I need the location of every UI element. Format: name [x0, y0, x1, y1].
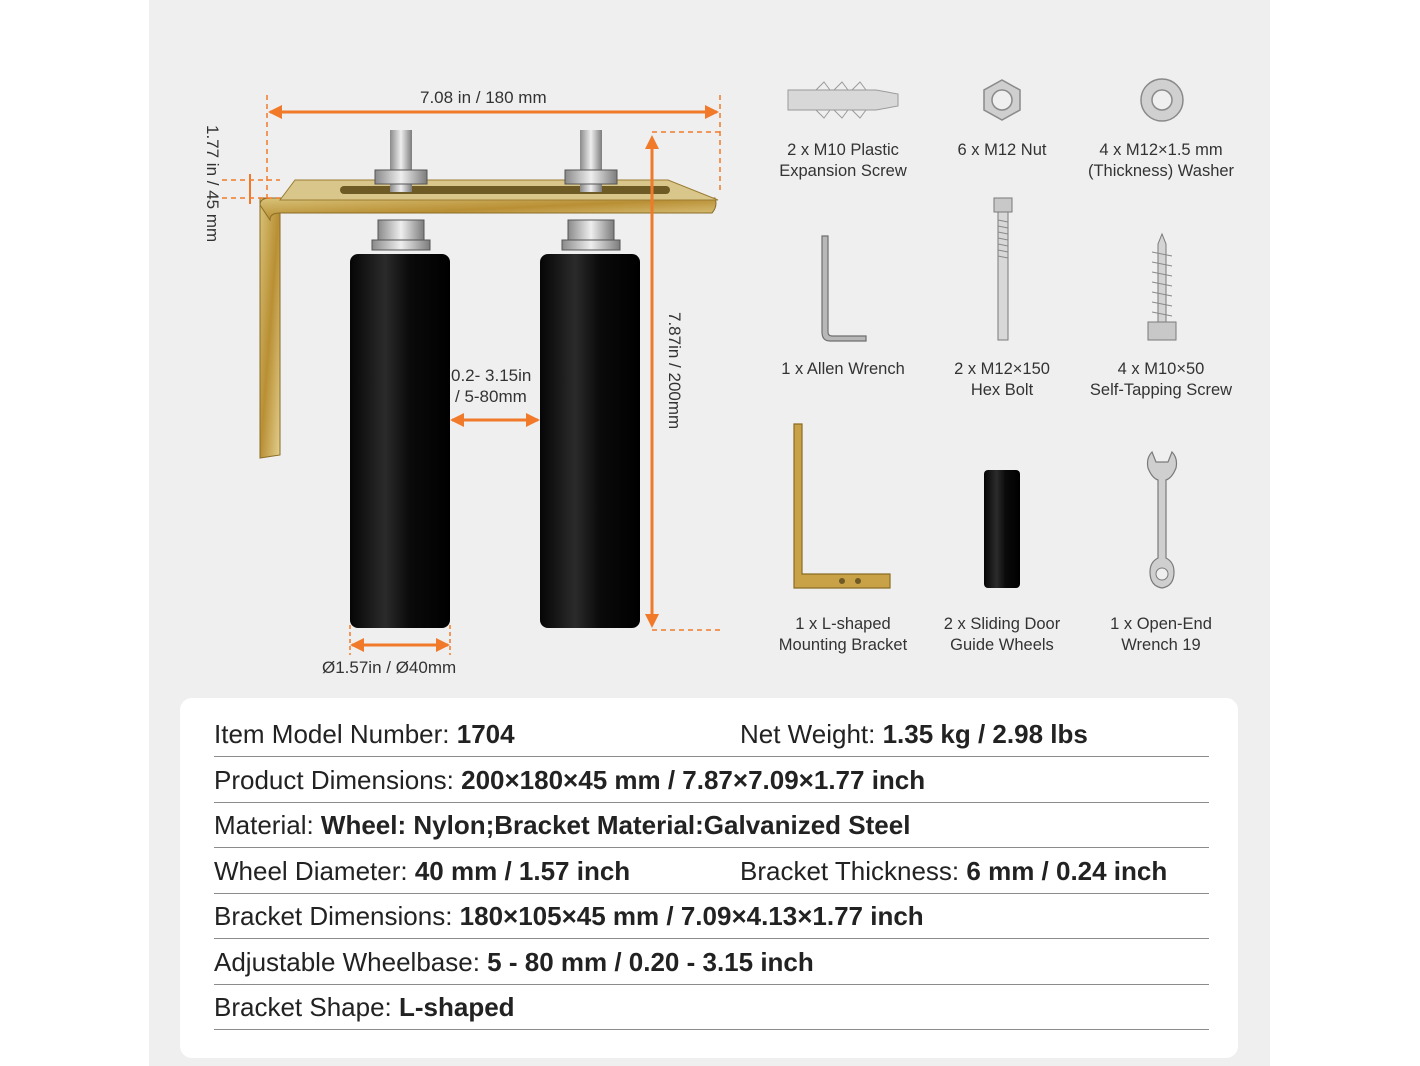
part-label-hex-bolt: 2 x M12×150 Hex Bolt — [954, 360, 1050, 399]
part-label-guide-wheels: 2 x Sliding Door Guide Wheels — [943, 615, 1061, 654]
wheelbase-label: Adjustable Wheelbase: — [214, 946, 488, 977]
allen-wrench-icon — [816, 232, 872, 344]
material-label: Material: — [214, 810, 321, 840]
expansion-screw-icon — [786, 80, 901, 120]
model-number-value: 1704 — [456, 719, 515, 749]
spec-row-bracket-shape — [214, 984, 1209, 1030]
bracket-thickness-value: 6 mm / 0.24 inch — [966, 855, 1168, 886]
wheel-diameter-label: Wheel Diameter: — [214, 855, 415, 886]
self-tapping-screw-icon — [1144, 232, 1180, 344]
l-bracket-icon — [792, 422, 896, 592]
bracket-thickness-label: Bracket Thickness: — [740, 855, 967, 886]
part-label-washer: 4 x M12×1.5 mm (Thickness) Washer — [1087, 141, 1235, 180]
part-label-open-end-wrench: 1 x Open-End Wrench 19 — [1110, 615, 1212, 654]
width-dimension-label: 7.08 in / 180 mm — [420, 88, 547, 107]
height-dimension-label: 7.87in / 200mm — [665, 312, 684, 430]
material-value: Wheel: Nylon;Bracket Material:Galvanized Steel — [320, 810, 911, 840]
bracket-dimensions-value: 180×105×45 mm / 7.09×4.13×1.77 inch — [459, 901, 924, 931]
specifications-panel — [180, 698, 1238, 1058]
bracket-dimensions-label: Bracket Dimensions: — [214, 901, 460, 931]
part-label-allen-wrench: 1 x Allen Wrench — [781, 360, 905, 378]
depth-dimension-label: 1.77 in / 45 mm — [203, 125, 222, 243]
guide-wheel-icon — [982, 468, 1022, 590]
hex-nut-icon — [980, 78, 1024, 122]
bracket-shape-value: L-shaped — [399, 992, 515, 1022]
spec-row-product-dimensions — [214, 757, 1209, 803]
bracket-shape-label: Bracket Shape: — [214, 992, 399, 1022]
wheelbase-value: 5 - 80 mm / 0.20 - 3.15 inch — [487, 946, 814, 977]
spec-row-material — [214, 802, 1209, 848]
product-dimensions-label: Product Dimensions: — [214, 764, 462, 795]
model-number-label: Item Model Number: — [214, 719, 457, 749]
wheel-diameter-value: 40 mm / 1.57 inch — [414, 855, 631, 886]
part-label-self-tapping-screw: 4 x M10×50 Self-Tapping Screw — [1089, 360, 1233, 399]
part-label-l-bracket: 1 x L-shaped Mounting Bracket — [778, 615, 908, 654]
spec-row-diameter-thickness — [214, 848, 1209, 894]
spec-row-model-weight — [214, 711, 1209, 757]
part-label-nut: 6 x M12 Nut — [957, 141, 1047, 159]
net-weight-label: Net Weight: — [740, 719, 883, 749]
spec-row-wheelbase — [214, 939, 1209, 985]
wheelbase-dimension-label-1: 0.2- 3.15in — [451, 366, 532, 385]
spec-row-bracket-dimensions — [214, 893, 1209, 939]
hex-bolt-icon — [992, 196, 1014, 344]
product-dimensions-value: 200×180×45 mm / 7.87×7.09×1.77 inch — [461, 764, 926, 795]
diameter-dimension-label: Ø1.57in / Ø40mm — [322, 658, 457, 677]
part-label-expansion-screw: 2 x M10 Plastic Expansion Screw — [779, 141, 907, 180]
wheelbase-dimension-label-2: / 5-80mm — [455, 387, 527, 406]
net-weight-value: 1.35 kg / 2.98 lbs — [882, 719, 1088, 749]
open-end-wrench-icon — [1144, 448, 1180, 590]
washer-icon — [1138, 76, 1186, 124]
